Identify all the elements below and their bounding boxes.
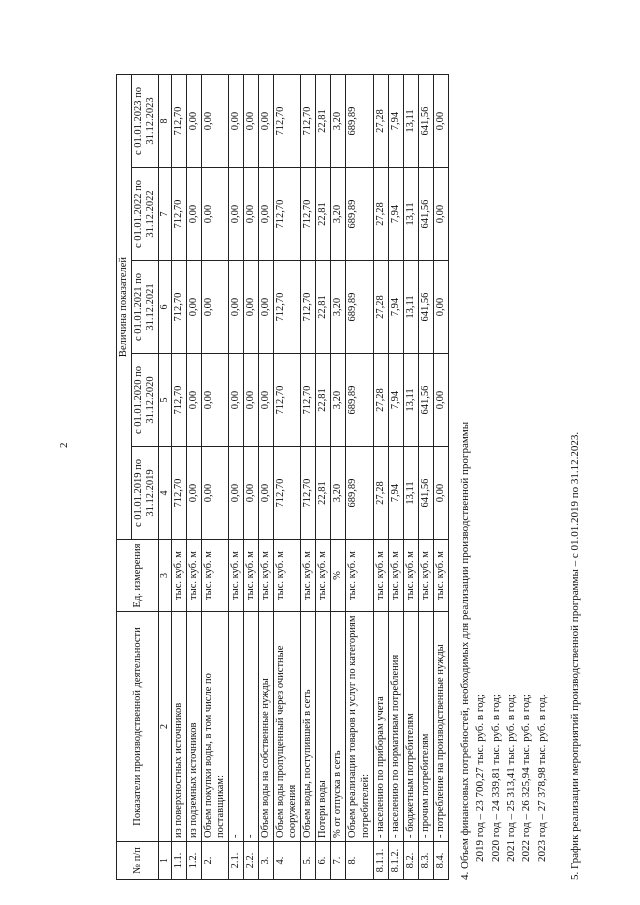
row-unit: тыс. куб. м bbox=[373, 540, 388, 612]
table-row bbox=[403, 75, 418, 880]
row-unit: тыс. куб. м bbox=[228, 540, 243, 612]
row-value: 7,94 bbox=[388, 168, 403, 261]
row-number: 8.2. bbox=[403, 842, 418, 880]
row-value: 712,70 bbox=[274, 354, 301, 447]
row-value: 0,00 bbox=[244, 168, 259, 261]
column-index: 2 bbox=[159, 612, 172, 842]
table-row bbox=[346, 75, 373, 880]
row-value: 0,00 bbox=[228, 354, 243, 447]
row-value: 712,70 bbox=[274, 75, 301, 168]
row-value: 0,00 bbox=[259, 168, 274, 261]
row-value: 27,28 bbox=[373, 168, 388, 261]
financial-year-line: 2022 год – 26 325,94 тыс. руб. в год; bbox=[520, 694, 533, 862]
row-value: 0,00 bbox=[186, 261, 201, 354]
row-number: 8.1.1. bbox=[373, 842, 388, 880]
table-row bbox=[433, 75, 448, 880]
row-value: 7,94 bbox=[388, 261, 403, 354]
row-value: 0,00 bbox=[186, 75, 201, 168]
row-unit: тыс. куб. м bbox=[418, 540, 433, 612]
row-unit: тыс. куб. м bbox=[259, 540, 274, 612]
row-number: 2.2. bbox=[244, 842, 259, 880]
row-value: 641,56 bbox=[418, 168, 433, 261]
row-value: 3,20 bbox=[331, 168, 346, 261]
table-row bbox=[186, 75, 201, 880]
row-indicator: Объем покупки воды, в том числе по поставщикам: bbox=[201, 612, 228, 842]
row-indicator: - населению по приборам учета bbox=[373, 612, 388, 842]
financial-needs-title: 4. Объем финансовых потребностей, необходимых для реализации производственной программы bbox=[458, 421, 471, 880]
row-value: 0,00 bbox=[433, 447, 448, 540]
row-value: 712,70 bbox=[171, 168, 186, 261]
row-value: 0,00 bbox=[201, 354, 228, 447]
row-value: 0,00 bbox=[228, 261, 243, 354]
row-value: 0,00 bbox=[244, 261, 259, 354]
row-number: 8.3. bbox=[418, 842, 433, 880]
row-indicator: Потери воды bbox=[316, 612, 331, 842]
row-value: 689,89 bbox=[346, 354, 373, 447]
row-number: 2. bbox=[201, 842, 228, 880]
row-value: 7,94 bbox=[388, 75, 403, 168]
row-value: 3,20 bbox=[331, 75, 346, 168]
row-unit: тыс. куб. м bbox=[186, 540, 201, 612]
table-row bbox=[244, 75, 259, 880]
row-value: 0,00 bbox=[201, 447, 228, 540]
row-value: 641,56 bbox=[418, 354, 433, 447]
row-value: 22,81 bbox=[316, 261, 331, 354]
column-index: 8 bbox=[159, 75, 172, 168]
row-number: 8.4. bbox=[433, 842, 448, 880]
row-indicator: - прочим потребителям bbox=[418, 612, 433, 842]
header-period: с 01.01.2021 по 31.12.2021 bbox=[132, 261, 159, 354]
row-indicator: % от отпуска в сеть bbox=[331, 612, 346, 842]
row-value: 0,00 bbox=[259, 354, 274, 447]
table-row bbox=[259, 75, 274, 880]
row-value: 0,00 bbox=[186, 354, 201, 447]
row-value: 0,00 bbox=[433, 168, 448, 261]
column-index: 1 bbox=[159, 842, 172, 880]
row-value: 712,70 bbox=[171, 75, 186, 168]
row-value: 3,20 bbox=[331, 261, 346, 354]
row-indicator: - населению по нормативам потребления bbox=[388, 612, 403, 842]
row-value: 13,11 bbox=[403, 354, 418, 447]
table-row bbox=[418, 75, 433, 880]
row-value: 27,28 bbox=[373, 75, 388, 168]
schedule-note: 5. График реализации мероприятий производственной программы – с 01.01.2019 по 31.12.2023. bbox=[569, 431, 582, 880]
row-unit: тыс. куб. м bbox=[433, 540, 448, 612]
row-number: 6. bbox=[316, 842, 331, 880]
row-value: 22,81 bbox=[316, 447, 331, 540]
row-number: 4. bbox=[274, 842, 301, 880]
row-unit: тыс. куб. м bbox=[244, 540, 259, 612]
row-value: 22,81 bbox=[316, 168, 331, 261]
notes-section bbox=[458, 75, 584, 880]
row-value: 0,00 bbox=[433, 261, 448, 354]
header-indicator: Показатели производственной деятельности bbox=[117, 612, 159, 842]
row-number: 2.1. bbox=[228, 842, 243, 880]
row-indicator: - bbox=[228, 612, 243, 842]
row-unit: тыс. куб. м bbox=[403, 540, 418, 612]
header-values-group: Величина показателей bbox=[117, 75, 132, 540]
row-value: 0,00 bbox=[259, 447, 274, 540]
header-period: с 01.01.2023 по 31.12.2023 bbox=[132, 75, 159, 168]
row-number: 1.2. bbox=[186, 842, 201, 880]
financial-year-line: 2021 год – 25 313,41 тыс. руб. в год; bbox=[505, 694, 518, 862]
table-row bbox=[201, 75, 228, 880]
table-row bbox=[228, 75, 243, 880]
row-value: 712,70 bbox=[171, 261, 186, 354]
row-unit: тыс. куб. м bbox=[171, 540, 186, 612]
row-value: 712,70 bbox=[301, 261, 316, 354]
row-value: 13,11 bbox=[403, 261, 418, 354]
row-number: 7. bbox=[331, 842, 346, 880]
production-indicators-table bbox=[116, 74, 449, 880]
row-value: 0,00 bbox=[244, 354, 259, 447]
row-value: 712,70 bbox=[274, 261, 301, 354]
row-indicator: Объем воды, поступившей в сеть bbox=[301, 612, 316, 842]
row-value: 7,94 bbox=[388, 447, 403, 540]
row-indicator: из поверхностных источников bbox=[171, 612, 186, 842]
row-value: 0,00 bbox=[259, 261, 274, 354]
row-value: 712,70 bbox=[171, 354, 186, 447]
row-value: 712,70 bbox=[301, 447, 316, 540]
row-value: 13,11 bbox=[403, 447, 418, 540]
row-number: 3. bbox=[259, 842, 274, 880]
column-index: 6 bbox=[159, 261, 172, 354]
row-number: 1.1. bbox=[171, 842, 186, 880]
header-unit: Ед. измерения bbox=[117, 540, 159, 612]
row-value: 0,00 bbox=[228, 75, 243, 168]
row-value: 3,20 bbox=[331, 447, 346, 540]
row-value: 22,81 bbox=[316, 354, 331, 447]
row-value: 0,00 bbox=[186, 447, 201, 540]
row-value: 0,00 bbox=[201, 261, 228, 354]
row-value: 712,70 bbox=[274, 447, 301, 540]
row-value: 712,70 bbox=[171, 447, 186, 540]
row-value: 689,89 bbox=[346, 168, 373, 261]
header-period: с 01.01.2020 по 31.12.2020 bbox=[132, 354, 159, 447]
row-value: 27,28 bbox=[373, 447, 388, 540]
row-value: 0,00 bbox=[228, 447, 243, 540]
page-number: 2 bbox=[58, 442, 70, 448]
row-unit: тыс. куб. м bbox=[346, 540, 373, 612]
row-unit: тыс. куб. м bbox=[301, 540, 316, 612]
row-value: 641,56 bbox=[418, 75, 433, 168]
row-unit: тыс. куб. м bbox=[388, 540, 403, 612]
column-index-row bbox=[159, 75, 172, 880]
row-value: 27,28 bbox=[373, 354, 388, 447]
row-value: 0,00 bbox=[201, 168, 228, 261]
row-value: 712,70 bbox=[274, 168, 301, 261]
row-number: 8.1.2. bbox=[388, 842, 403, 880]
row-value: 0,00 bbox=[259, 75, 274, 168]
row-value: 641,56 bbox=[418, 261, 433, 354]
row-value: 641,56 bbox=[418, 447, 433, 540]
row-value: 0,00 bbox=[186, 168, 201, 261]
header-period: с 01.01.2019 по 31.12.2019 bbox=[132, 447, 159, 540]
rotated-content bbox=[116, 75, 616, 880]
row-value: 0,00 bbox=[433, 75, 448, 168]
row-value: 3,20 bbox=[331, 354, 346, 447]
column-index: 4 bbox=[159, 447, 172, 540]
row-value: 0,00 bbox=[433, 354, 448, 447]
row-indicator: Объем воды пропущенный через очистные сооружения bbox=[274, 612, 301, 842]
header-no: № п/п bbox=[117, 842, 159, 880]
row-indicator: Объем реализации товаров и услуг по категориям потребителей: bbox=[346, 612, 373, 842]
financial-year-line: 2020 год – 24 339,81 тыс. руб. в год; bbox=[489, 694, 502, 862]
row-indicator: Объем воды на собственные нужды bbox=[259, 612, 274, 842]
column-index: 7 bbox=[159, 168, 172, 261]
table-row bbox=[316, 75, 331, 880]
row-unit: % bbox=[331, 540, 346, 612]
column-index: 3 bbox=[159, 540, 172, 612]
row-indicator: - потребление на производственные нужды bbox=[433, 612, 448, 842]
row-value: 689,89 bbox=[346, 75, 373, 168]
table-row bbox=[331, 75, 346, 880]
row-value: 712,70 bbox=[301, 75, 316, 168]
row-value: 0,00 bbox=[228, 168, 243, 261]
row-indicator: - бюджетным потребителям bbox=[403, 612, 418, 842]
header-period: с 01.01.2022 по 31.12.2022 bbox=[132, 168, 159, 261]
row-value: 7,94 bbox=[388, 354, 403, 447]
row-value: 13,11 bbox=[403, 168, 418, 261]
table-row bbox=[373, 75, 388, 880]
row-number: 5. bbox=[301, 842, 316, 880]
row-number: 8. bbox=[346, 842, 373, 880]
table-row bbox=[171, 75, 186, 880]
row-value: 712,70 bbox=[301, 354, 316, 447]
row-value: 712,70 bbox=[301, 168, 316, 261]
row-value: 689,89 bbox=[346, 261, 373, 354]
row-indicator: из подземных источников bbox=[186, 612, 201, 842]
row-unit: тыс. куб. м bbox=[274, 540, 301, 612]
financial-year-line: 2023 год – 27 378,98 тыс. руб. в год. bbox=[535, 694, 548, 862]
row-unit: тыс. куб. м bbox=[201, 540, 228, 612]
row-indicator: - bbox=[244, 612, 259, 842]
row-unit: тыс. куб. м bbox=[316, 540, 331, 612]
row-value: 22,81 bbox=[316, 75, 331, 168]
table-row bbox=[274, 75, 301, 880]
row-value: 0,00 bbox=[201, 75, 228, 168]
financial-year-line: 2019 год – 23 700,27 тыс. руб. в год; bbox=[474, 694, 487, 862]
row-value: 0,00 bbox=[244, 447, 259, 540]
table-row bbox=[301, 75, 316, 880]
row-value: 13,11 bbox=[403, 75, 418, 168]
row-value: 0,00 bbox=[244, 75, 259, 168]
row-value: 27,28 bbox=[373, 261, 388, 354]
column-index: 5 bbox=[159, 354, 172, 447]
row-value: 689,89 bbox=[346, 447, 373, 540]
table-row bbox=[388, 75, 403, 880]
